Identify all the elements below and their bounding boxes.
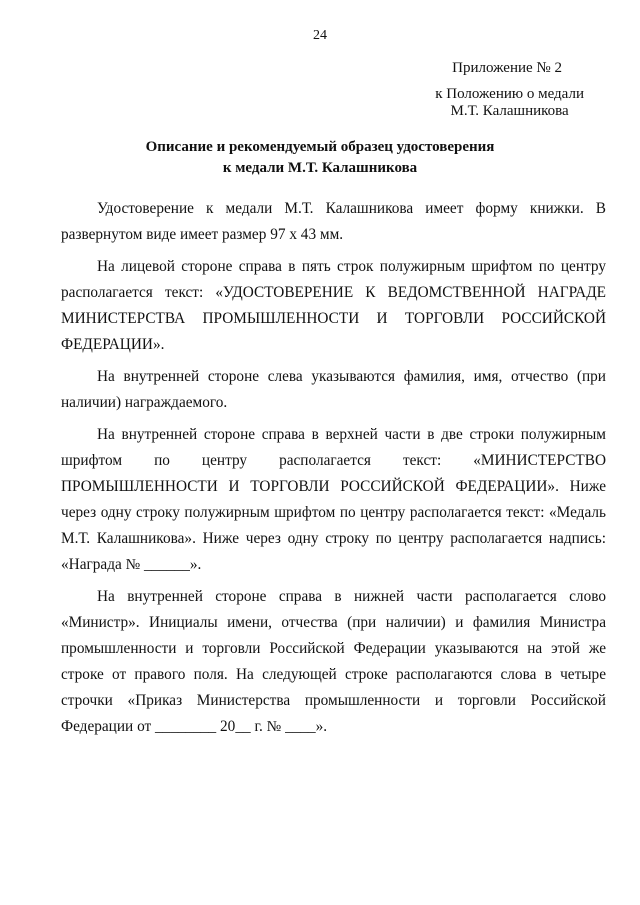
page-number: 24 xyxy=(313,28,327,43)
paragraph-inner-left: На внутренней стороне слева указываются фамилия, имя, отчество (при наличии) награждаемого. xyxy=(61,368,606,411)
paragraph-inner-right-bottom: На внутренней стороне справа в нижней части располагается слово «Министр». Инициалы имени, отчества (при наличии) и фамилия Министра промышленности и торговли Российской Федерации указываются на этой же строке от правого поля. На следующей строке располагаются слова в четыре строчки «Приказ Министерства промышленности и торговли Российской Федерации от ________ 20__ г. № ____». xyxy=(61,588,606,735)
appendix-reference xyxy=(435,86,584,120)
document-title-line-1: Описание и рекомендуемый образец удостоверения xyxy=(145,139,495,155)
paragraph-inner-right-top: На внутренней стороне справа в верхней части в две строки полужирным шрифтом по центру располагается текст: «МИНИСТЕРСТВО ПРОМЫШЛЕННОСТИ И ТОРГОВЛИ РОССИЙСКОЙ ФЕДЕРАЦИИ». Ниже через одну строку полужирным шрифтом по центру располагается текст: «Медаль М.Т. Калашникова». Ниже через одну строку по центру располагается надпись: «Награда № ______». xyxy=(61,426,606,573)
document-body xyxy=(61,196,606,740)
paragraph-front-side: На лицевой стороне справа в пять строк полужирным шрифтом по центру располагается текст: «УДОСТОВЕРЕНИЕ К ВЕДОМСТВЕННОЙ НАГРАДЕ МИНИСТЕРСТВА ПРОМЫШЛЕННОСТИ И ТОРГОВЛИ РОССИЙСКОЙ ФЕДЕРАЦИИ». xyxy=(61,258,606,353)
document-title-line-2: к медали М.Т. Калашникова xyxy=(222,160,418,176)
appendix-label: Приложение № 2 xyxy=(452,60,562,76)
appendix-reference-line-2: М.Т. Калашникова xyxy=(450,103,569,119)
paragraph-form: Удостоверение к медали М.Т. Калашникова имеет форму книжки. В развернутом виде имеет размер 97 х 43 мм. xyxy=(61,200,606,243)
document-title xyxy=(0,137,640,179)
appendix-reference-line-1: к Положению о медали xyxy=(435,86,584,102)
